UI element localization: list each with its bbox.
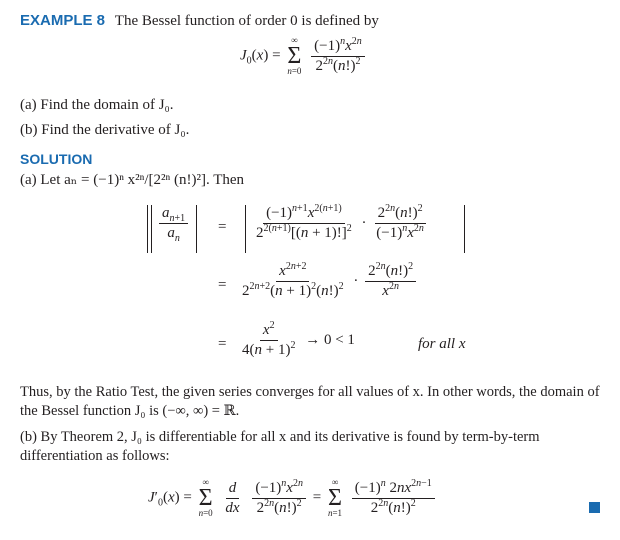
equals-1: = xyxy=(218,219,227,235)
summation-symbol: ∞ Σ n=0 xyxy=(287,35,302,76)
for-all-x-note: for all x xyxy=(418,336,466,352)
ratio-expression-2: $\frac{x^{2n+2}}{2^{2n+2}(n + 1)^2(n!)^2}$ · $\frac{2^{2n}(n!)^2}{x^{2n}}$ xyxy=(236,263,419,300)
bessel-definition-formula: $J_0(x)$ = ∞ Σ n=0 $\frac{(-1)^nx^{2n}}{2^{2n}(n!)^2}$ xyxy=(240,36,368,76)
derivative-formula: $J'_0(x)$ = ∞ Σ n=0 $\frac{d}{dx}$ $\frac{(-1)^nx^{2n}}{2^{2n}(n!)^2}$ = ∞ Σ n=1 $\frac{(-1)^n 2nx^{2n-1}}{2^{2n}(n!)^2}$ xyxy=(148,478,438,518)
example-intro: The Bessel function of order 0 is defined by xyxy=(114,13,379,29)
equals-2: = xyxy=(218,277,227,293)
abs-bar-right xyxy=(464,205,465,253)
solution-label: SOLUTION xyxy=(20,151,93,167)
part-b-paragraph: (b) By Theorem 2, J₀ is differentiable for all x and its derivative is found by term-by-term differentiation as follows: xyxy=(20,429,540,464)
ratio-expression-1: $\frac{(-1)^{n+1}x^{2(n+1)}}{2^{2(n+1)}[(n + 1)!]^2}$ · $\frac{2^{2n}(n!)^2}{(-1)^nx^{2n}}$ xyxy=(256,203,424,241)
part-a-question: (a) Find the domain of J₀. xyxy=(20,97,174,113)
conclusion-paragraph: Thus, by the Ratio Test, the given series converges for all values of x. In other words, the domain of the Bessel function J₀ is (−∞, ∞) = ℝ. xyxy=(20,384,600,419)
example-heading xyxy=(20,12,379,30)
ratio-expression-3: $\frac{x^2}{4(n + 1)^2}$ → 0 < 1 xyxy=(242,320,355,358)
abs-bar-mid-2 xyxy=(245,205,246,253)
ratio-an1-over-an: $\frac{a_{n+1}}{a_n}$ xyxy=(156,205,191,242)
part-b-question: (b) Find the derivative of J₀. xyxy=(20,122,190,138)
solution-a-intro: (a) Let aₙ = (−1)ⁿ x²ⁿ/[2²ⁿ (n!)²]. Then xyxy=(20,172,245,188)
abs-bar-left-outer xyxy=(147,205,148,253)
example-label: EXAMPLE 8 xyxy=(20,12,106,29)
abs-bar-mid-1 xyxy=(196,205,197,253)
abs-bar-left-inner xyxy=(151,205,152,253)
end-of-example-square xyxy=(589,502,600,513)
equals-3: = xyxy=(218,336,227,352)
